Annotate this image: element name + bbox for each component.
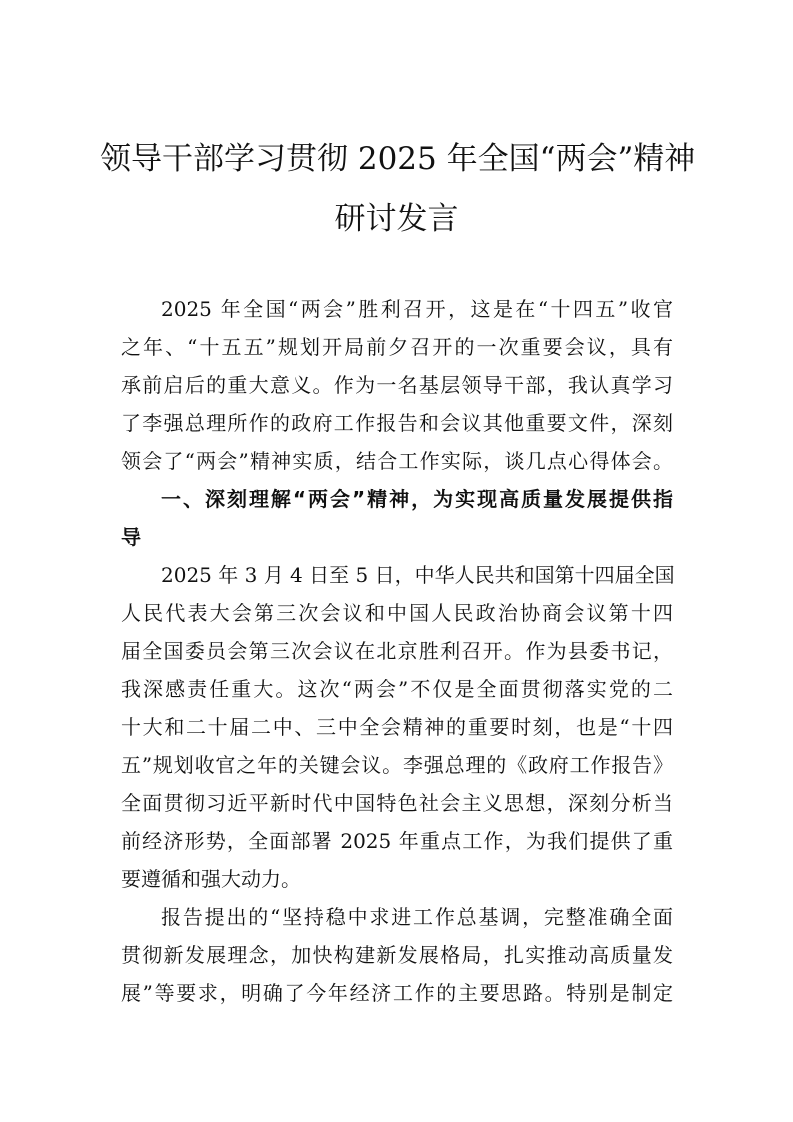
paragraph-3-line-2: 贯彻新发展理念，加快构建新发展格局，扎实推动高质量发	[121, 943, 673, 967]
paragraph-2-line-4: 我深感责任重大。这次“两会”不仅是全面贯彻落实党的二	[121, 677, 673, 701]
section-heading-1-line-1: 一、深刻理解“两会”精神，为实现高质量发展提供指	[161, 487, 673, 511]
paragraph-1-line-3: 承前启后的重大意义。作为一名基层领导干部，我认真学习	[121, 373, 673, 397]
paragraph-2-line-5: 十大和二十届二中、三中全会精神的重要时刻，也是“十四	[121, 715, 673, 739]
section-heading-1-line-2: 导	[121, 525, 141, 549]
paragraph-2-line-8: 前经济形势，全面部署 2025 年重点工作，为我们提供了重	[121, 829, 673, 853]
document-title-line-2: 研讨发言	[334, 201, 459, 237]
paragraph-3-line-3: 展”等要求，明确了今年经济工作的主要思路。特别是制定	[121, 981, 673, 1005]
paragraph-1-line-1: 2025 年全国“两会”胜利召开，这是在“十四五”收官	[161, 297, 673, 321]
paragraph-1-line-5: 领会了“两会”精神实质，结合工作实际，谈几点心得体会。	[121, 449, 673, 473]
document-title-line-1: 领导干部学习贯彻 2025 年全国“两会”精神	[100, 141, 696, 177]
paragraph-2-line-6: 五”规划收官之年的关键会议。李强总理的《政府工作报告》	[121, 753, 673, 777]
paragraph-2-line-1: 2025 年 3 月 4 日至 5 日，中华人民共和国第十四届全国	[161, 563, 675, 587]
paragraph-2-line-9: 要遵循和强大动力。	[121, 867, 301, 891]
paragraph-2-line-3: 届全国委员会第三次会议在北京胜利召开。作为县委书记，	[121, 639, 673, 663]
paragraph-1-line-2: 之年、“十五五”规划开局前夕召开的一次重要会议，具有	[121, 335, 673, 359]
paragraph-2-line-7: 全面贯彻习近平新时代中国特色社会主义思想，深刻分析当	[121, 791, 673, 815]
paragraph-3-line-1: 报告提出的“坚持稳中求进工作总基调，完整准确全面	[161, 905, 673, 929]
paragraph-2-line-2: 人民代表大会第三次会议和中国人民政治协商会议第十四	[121, 601, 673, 625]
paragraph-1-line-4: 了李强总理所作的政府工作报告和会议其他重要文件，深刻	[121, 411, 673, 435]
